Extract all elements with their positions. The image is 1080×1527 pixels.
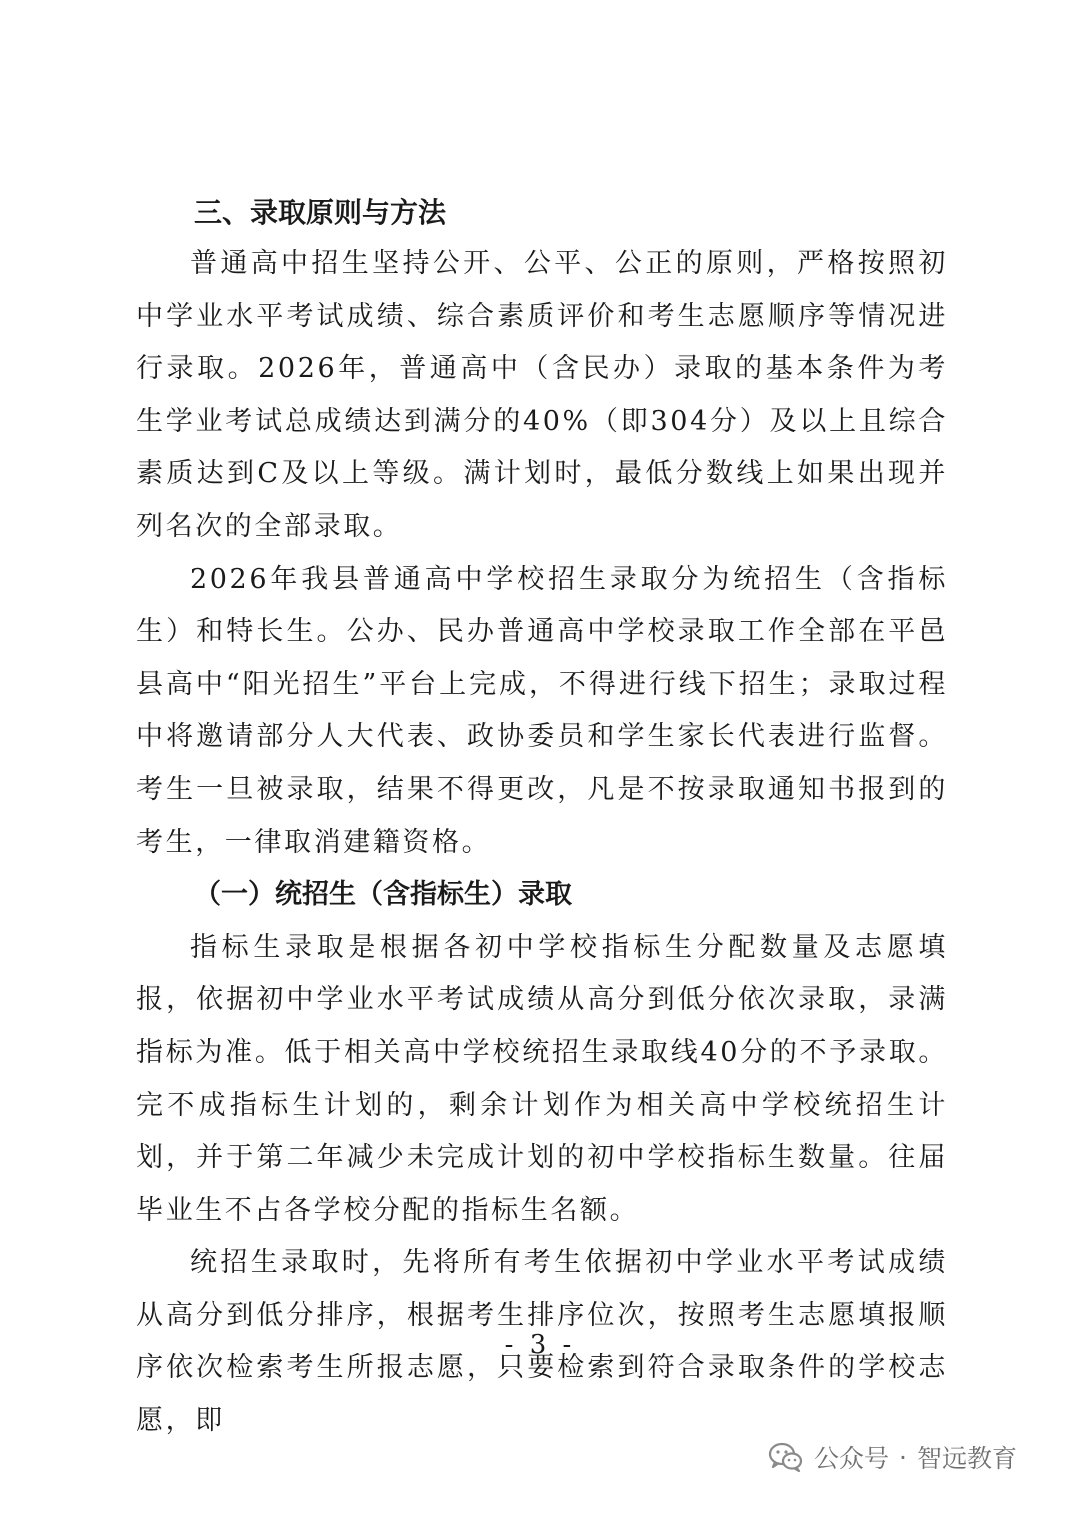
watermark-prefix: 公众号 [814, 1444, 890, 1473]
watermark [768, 1434, 1017, 1480]
watermark-name: 智远教育 [916, 1444, 1017, 1473]
paragraph-admission-categories: 2026年我县普通高中学校招生录取分为统招生（含指标生）和特长生。公办、民办普通高中学校录取工作全部在平邑县高中“阳光招生”平台上完成，不得进行线下招生；录取过程中将邀请部分人大代表、政协委员和学生家长代表进行监督。考生一旦被录取，结果不得更改，凡是不按录取通知书报到的考生，一律取消建籍资格。 [136, 563, 948, 858]
sub-title: （一）统招生（含指标生）录取 [194, 879, 572, 911]
paragraph-unified-admission: 统招生录取时，先将所有考生依据初中学业水平考试成绩从高分到低分排序，根据考生排序位次，按照考生志愿填报顺序依次检索考生所报志愿，只要检索到符合录取条件的学校志愿，即 [136, 1247, 948, 1437]
page-number: - 3 - [504, 1330, 576, 1360]
paragraph-admission-principles: 普通高中招生坚持公开、公平、公正的原则，严格按照初中学业水平考试成绩、综合素质评价和考生志愿顺序等情况进行录取。2026年，普通高中（含民办）录取的基本条件为考生学业考试总成绩达到满分的40%（即304分）及以上且综合素质达到C及以上等级。满计划时，最低分数线上如果出现并列名次的全部录取。 [136, 248, 948, 542]
watermark-dot: · [899, 1442, 907, 1472]
section-title: 三、录取原则与方法 [194, 196, 447, 229]
wechat-icon [768, 1441, 804, 1473]
paragraph-quota-admission: 指标生录取是根据各初中学校指标生分配数量及志愿填报，依据初中学业水平考试成绩从高分到低分依次录取，录满指标为准。低于相关高中学校统招生录取线40分的不予录取。完不成指标生计划的，剩余计划作为相关高中学校统招生计划，并于第二年减少未完成计划的初中学校指标生数量。往届毕业生不占各学校分配的指标生名额。 [136, 931, 948, 1226]
page-content [136, 188, 948, 1448]
